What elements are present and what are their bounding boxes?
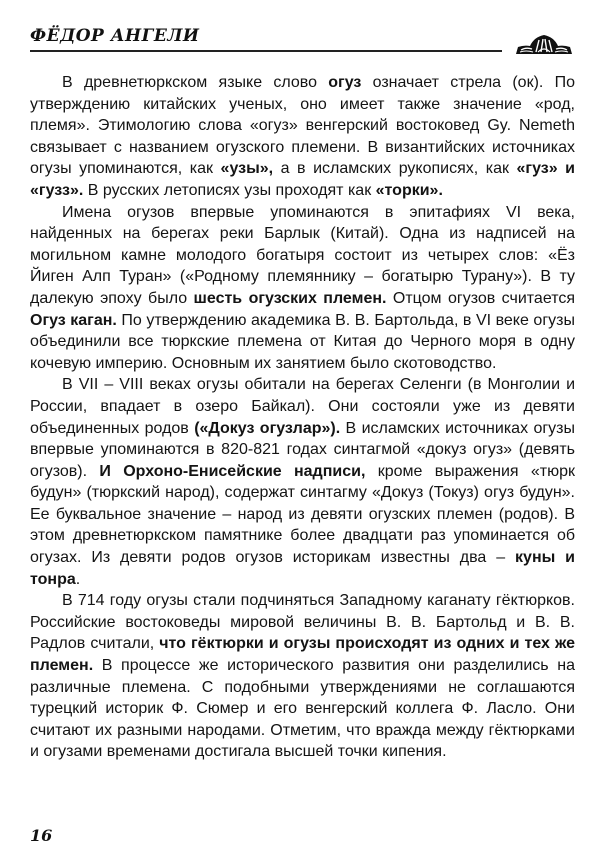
emphasized-text: что гёктюрки и огузы происходят из одних и тех же племен. (30, 635, 576, 675)
running-head (30, 22, 570, 56)
text-run: По утверждению академика В. В. Бартольда, в VI веке огузы объединили все тюркские племена от Китая до Черного моря в одну кочевую империю. Основным их занятием было скотоводство. (30, 311, 575, 372)
emphasized-text: «гуз» и «гузз». (30, 160, 575, 199)
emphasized-text: «узы», (220, 160, 274, 178)
text-run: В исламских источниках огузы впервые упоминаются в 820-821 годах синтагмой «докуз огуз» (девять огузов). (30, 419, 576, 480)
emphasized-text: огуз (328, 74, 362, 91)
running-head-title: ФЁДОР АНГЕЛИ (30, 26, 200, 46)
fan-ornament-icon (514, 34, 574, 56)
emphasized-text: шесть огузских племен. (193, 289, 387, 307)
emphasized-text: И Орхоно-Енисейские надписи, (99, 462, 366, 480)
emphasized-text: Огуз каган. (30, 311, 117, 329)
text-run: Отцом огузов считается (386, 289, 576, 307)
text-run: означает стрела (ок). По утверждению китайских ученых, оно имеет также значение «род, племя». Этимологию слова «огуз» венгерский востоковед Gy. Nemeth связывает с названием огузского племени. В византийских источниках огузы упоминаются, как (30, 74, 575, 178)
paragraph (30, 202, 575, 375)
emphasized-text: («Докуз огузлар»). (194, 419, 341, 437)
text-run: В VII – VIII веках огузы обитали на берегах Селенги (в Монголии и России, впадает в озеро Байкал). Они состояли уже из девяти объединенных родов (30, 376, 575, 437)
emphasized-text: «торки». (375, 181, 443, 199)
page-number: 16 (30, 826, 53, 845)
text-run: . (75, 570, 81, 588)
text-run: В древнетюркском языке слово (62, 74, 329, 91)
paragraph (30, 590, 575, 763)
text-run: а в исламских рукописях, как (273, 160, 517, 178)
text-run: В процессе же исторического развития они разделились на различные племена. С подобными утверждениями не соглашаются турецкий историк Ф. Сюмер и его венгерский коллега Ф. Ласло. Они считают их разными народами. Отметим, что вражда между гёктюрками и огузами временами достигала высшей точки кипения. (30, 657, 575, 761)
text-run: В русских летописях узы проходят как (83, 181, 376, 199)
body-text (30, 72, 575, 763)
text-run: кроме выражения «тюрк будун» (тюркский народ), содержат синтагму «Докуз (Токуз) огуз будун». Ее буквальное значение – народ из девяти огузских племен (родов). В этом древнетюркском памятнике более двадцати раз упоминается об огузах. Из девяти родов огузов историкам известны два – (30, 462, 575, 567)
text-run: В 714 году огузы стали подчиняться Западному каганату гёктюрков. Российские востоковеды мировой величины В. В. Бартольд и В. В. Радлов считали, (30, 592, 575, 653)
paragraph (30, 374, 575, 590)
emphasized-text: куны и тонра (30, 549, 576, 588)
header-rule (30, 50, 502, 52)
text-run: Имена огузов впервые упоминаются в эпитафиях VI века, найденных на берегах реки Барлык (Китай). Одна из надписей на могильном камне молодого богатыря состоит из четырех слов: «Ёз Йиген Алп Туран» («Родному племяннику – богатырю Турану»). В ту далекую эпоху было (30, 203, 575, 307)
paragraph (30, 72, 575, 202)
